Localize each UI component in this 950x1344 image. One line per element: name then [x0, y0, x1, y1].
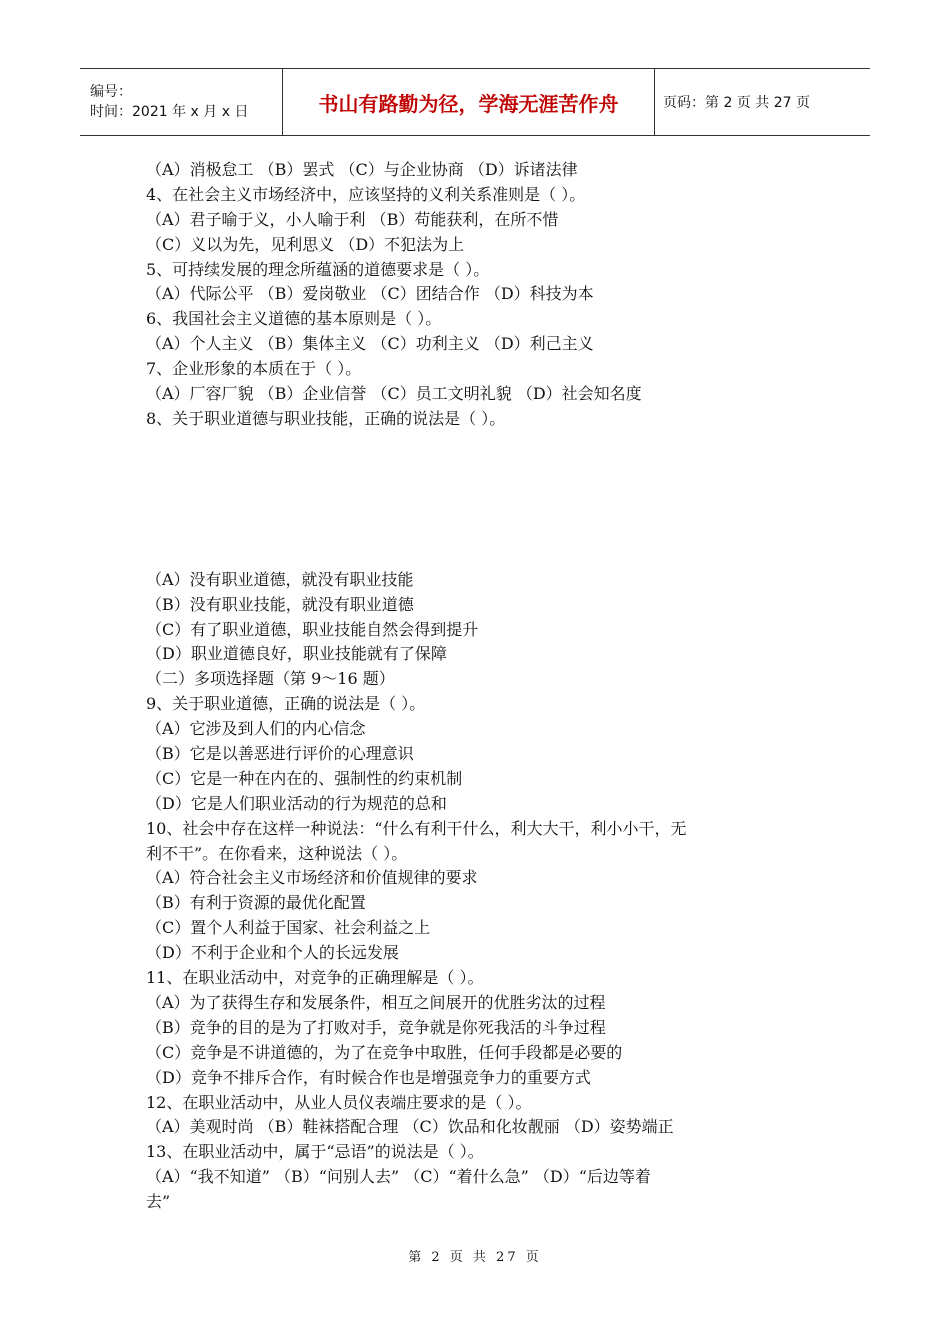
- text-line: （D）竞争不排斥合作，有时候合作也是增强竞争力的重要方式: [146, 1067, 591, 1087]
- header-motto: [283, 69, 655, 135]
- text-line: （D）职业道德良好，职业技能就有了保障: [146, 644, 447, 664]
- text-line: 5、可持续发展的理念所蕴涵的道德要求是（ ）。: [146, 259, 490, 279]
- text-line: （A）消极怠工 （B）罢式 （C）与企业协商 （D）诉诸法律: [146, 160, 578, 179]
- text-line: （B）有利于资源的最优化配置: [146, 893, 366, 913]
- motto-text: 书山有路勤为径，学海无涯苦作舟: [318, 91, 619, 116]
- text-line: （C）它是一种在内在的、强制性的约束机制: [146, 768, 463, 788]
- document-body: [146, 158, 826, 1215]
- question-block-bottom: [146, 568, 826, 1215]
- number-label: 编号：: [90, 84, 132, 100]
- header-meta: [80, 69, 283, 135]
- text-line: （A）个人主义 （B）集体主义 （C）功利主义 （D）利己主义: [146, 334, 594, 354]
- text-line: （C）有了职业道德，职业技能自然会得到提升: [146, 619, 479, 639]
- text-line: （A）“我不知道” （B）“问别人去” （C）“着什么急” （D）“后边等着: [146, 1167, 651, 1187]
- text-line: 8、关于职业道德与职业技能，正确的说法是（ ）。: [146, 408, 506, 428]
- text-line: 12、在职业活动中，从业人员仪表端庄要求的是（ ）。: [146, 1092, 532, 1112]
- text-line: 利不干”。在你看来，这种说法（ ）。: [146, 843, 408, 863]
- page-footer: 第 2 页 共 27 页: [408, 1250, 542, 1265]
- text-line: （A）厂容厂貌 （B）企业信誉 （C）员工文明礼貌 （D）社会知名度: [146, 384, 642, 404]
- text-line: 7、企业形象的本质在于（ ）。: [146, 359, 362, 379]
- text-line: （D）它是人们职业活动的行为规范的总和: [146, 793, 447, 813]
- text-line: （C）置个人利益于国家、社会利益之上: [146, 918, 431, 938]
- text-line: （A）君子喻于义，小人喻于利 （B）苟能获利，在所不惜: [146, 209, 559, 229]
- text-line: 10、社会中存在这样一种说法：“什么有利干什么，利大大干，利小小干，无: [146, 818, 687, 838]
- text-line: （A）符合社会主义市场经济和价值规律的要求: [146, 868, 478, 888]
- text-line: （D）不利于企业和个人的长远发展: [146, 943, 399, 963]
- text-line: 11、在职业活动中，对竞争的正确理解是（ ）。: [146, 968, 484, 988]
- blank-gap: [146, 432, 826, 568]
- text-line: 4、在社会主义市场经济中，应该坚持的义利关系准则是（ ）。: [146, 184, 586, 204]
- text-line: （C）义以为先，见利思义 （D）不犯法为上: [146, 234, 465, 254]
- text-line: 13、在职业活动中，属于“忌语”的说法是（ ）。: [146, 1142, 484, 1162]
- text-line: 去”: [146, 1192, 171, 1212]
- text-line: （A）为了获得生存和发展条件，相互之间展开的优胜劣汰的过程: [146, 992, 606, 1012]
- text-line: （A）美观时尚 （B）鞋袜搭配合理 （C）饮品和化妆靓丽 （D）姿势端正: [146, 1117, 674, 1137]
- page-label: 页码：第 2 页 共 27 页: [663, 95, 810, 111]
- text-line: （C）竞争是不讲道德的，为了在竞争中取胜，任何手段都是必要的: [146, 1042, 623, 1062]
- page-header: [80, 68, 870, 136]
- text-line: （B）竞争的目的是为了打败对手，竞争就是你死我活的斗争过程: [146, 1017, 606, 1037]
- text-line: （B）没有职业技能，就没有职业道德: [146, 594, 414, 614]
- text-line: （二）多项选择题（第 9～16 题）: [146, 669, 395, 689]
- text-line: （A）代际公平 （B）爱岗敬业 （C）团结合作 （D）科技为本: [146, 284, 594, 304]
- question-block-top: [146, 158, 826, 432]
- text-line: 9、关于职业道德，正确的说法是（ ）。: [146, 694, 426, 714]
- header-page-info: [655, 69, 870, 135]
- text-line: （B）它是以善恶进行评价的心理意识: [146, 744, 414, 764]
- text-line: 6、我国社会主义道德的基本原则是（ ）。: [146, 309, 442, 329]
- time-label: 时间：2021 年 x 月 x 日: [90, 104, 249, 120]
- text-line: （A）没有职业道德，就没有职业技能: [146, 569, 414, 589]
- text-line: （A）它涉及到人们的内心信念: [146, 719, 366, 739]
